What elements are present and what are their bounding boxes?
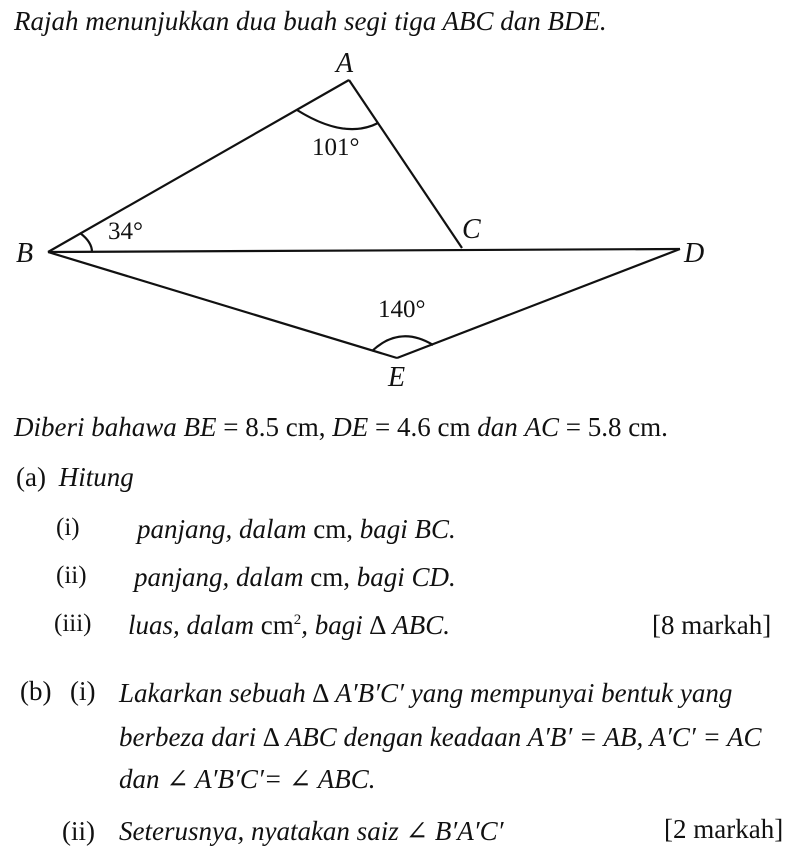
vertex-label-d: D xyxy=(684,238,705,269)
angle-label-a: 101° xyxy=(312,134,360,161)
part-a-item-num: (i) xyxy=(56,514,80,541)
item-unit: cm, xyxy=(310,562,351,592)
intro-text: Rajah menunjukkan dua buah segi tiga ABC dan BDE. xyxy=(14,6,607,36)
given-prefix: Diberi bahawa xyxy=(14,412,177,442)
vertex-label-c: C xyxy=(462,214,481,245)
line-de xyxy=(397,249,680,358)
part-a-item-num: (iii) xyxy=(54,610,92,637)
vertex-label-b: B xyxy=(16,238,34,269)
line-be xyxy=(48,252,397,358)
item-pre: luas, dalam xyxy=(128,610,255,640)
part-a-heading: Hitung xyxy=(58,462,134,492)
item-target: ∆ ABC. xyxy=(369,610,451,640)
part-b-marker: (b) xyxy=(20,676,52,706)
part-a-marker: (a) xyxy=(16,462,46,492)
vertex-label-e: E xyxy=(388,362,406,393)
line-ac xyxy=(349,80,462,248)
part-b-i-line1: Lakarkan sebuah ∆ A′B′C′ yang mempunyai bentuk yang xyxy=(119,678,733,708)
item-pre: panjang, dalam xyxy=(134,562,304,592)
part-b-i-line3: dan ∠ A′B′C′= ∠ ABC. xyxy=(119,764,376,794)
item-target: BC. xyxy=(414,514,456,544)
part-b-ii-num: (ii) xyxy=(62,816,95,846)
angle-label-e: 140° xyxy=(378,296,426,323)
line-bd xyxy=(48,249,680,252)
part-a-item xyxy=(134,562,456,593)
part-a-header xyxy=(16,462,134,493)
part-a-item-num: (ii) xyxy=(56,562,87,589)
part-b-i-num: (i) xyxy=(70,676,96,706)
given-line xyxy=(14,412,668,443)
angle-arc-b xyxy=(80,233,92,252)
given-de-value: = 4.6 cm xyxy=(374,412,471,442)
item-post: bagi xyxy=(356,562,405,592)
item-post: , bagi xyxy=(301,610,363,640)
part-a-marks xyxy=(652,610,771,641)
part-a-item xyxy=(128,610,450,641)
part-b-i-line2: berbeza dari ∆ ABC dengan keadaan A′B′ = AB, A′C′ = AC xyxy=(119,722,762,752)
item-unit: cm, xyxy=(313,514,354,544)
line-ab xyxy=(48,80,349,252)
given-be-value: = 8.5 cm, xyxy=(223,412,326,442)
given-be-label: BE xyxy=(183,412,217,442)
given-and: dan xyxy=(477,412,518,442)
angle-arc-a xyxy=(297,110,378,129)
vertex-label-a: A xyxy=(336,48,354,79)
item-unit-sup: 2 xyxy=(293,612,302,628)
given-de-label: DE xyxy=(332,412,369,442)
part-b-ii-text: Seterusnya, nyatakan saiz ∠ B′A′C′ xyxy=(119,816,504,846)
part-a-item xyxy=(137,514,456,545)
given-ac-label: AC xyxy=(524,412,559,442)
marks-text: [8 markah] xyxy=(652,610,772,640)
part-b-marks xyxy=(664,814,783,845)
item-target: CD. xyxy=(411,562,456,592)
given-ac-value: = 5.8 cm. xyxy=(565,412,668,442)
item-post: bagi xyxy=(359,514,408,544)
item-pre: panjang, dalam xyxy=(137,514,307,544)
marks-text: [2 markah] xyxy=(664,814,784,844)
angle-label-b: 34° xyxy=(108,218,143,245)
item-unit: cm xyxy=(260,610,294,640)
